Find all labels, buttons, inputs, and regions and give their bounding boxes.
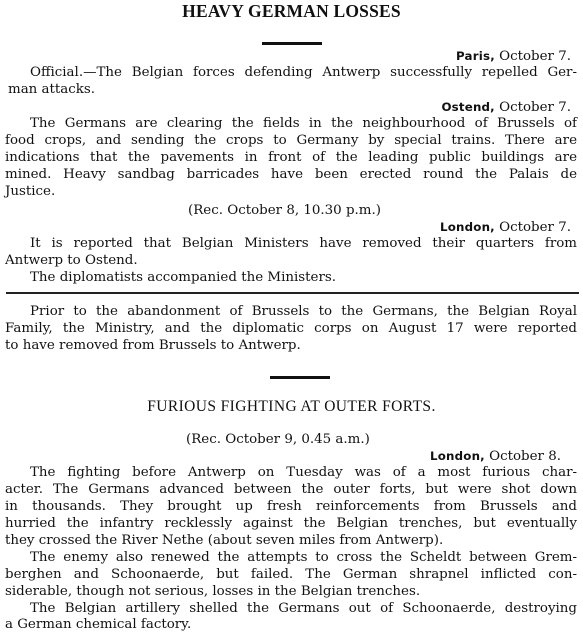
- text-line: Official.—The Belgian forces defending Antwerp successfully repelled Ger-: [30, 65, 577, 80]
- text-line: hurried the infantry recklessly against the Belgian trenches, but eventually: [5, 516, 577, 531]
- text-line: mined. Heavy sandbag barricades have been erected round the Palais de: [5, 167, 577, 182]
- text-line: in thousands. They brought up fresh reinforcements from Brussels and: [5, 499, 577, 514]
- text-line: Family, the Ministry, and the diplomatic corps on August 17 were reported: [5, 321, 577, 336]
- dateline-london: [430, 448, 561, 465]
- headline-furious-fighting: FURIOUS FIGHTING AT OUTER FORTS.: [147, 398, 436, 415]
- text-line: acter. The Germans advanced between the outer forts, but were shot down: [5, 482, 577, 497]
- text-line: Justice.: [5, 184, 56, 199]
- text-line: The Belgian artillery shelled the Germans out of Schoonaerde, destroying: [30, 601, 577, 616]
- text-line: The fighting before Antwerp on Tuesday was of a most furious char-: [30, 465, 577, 480]
- text-line: berghen and Schoonaerde, but failed. The German shrapnel inflicted con-: [5, 567, 577, 582]
- dateline-paris: [456, 48, 571, 65]
- received-note: (Rec. October 8, 10.30 p.m.): [188, 203, 381, 218]
- text-line: It is reported that Belgian Ministers have removed their quarters from: [30, 236, 577, 251]
- text-line: they crossed the River Nethe (about seven miles from Antwerp).: [5, 533, 444, 548]
- dateline-date: October 7.: [499, 220, 571, 235]
- text-line: Prior to the abandonment of Brussels to the Germans, the Belgian Royal: [30, 304, 577, 319]
- text-line: indications that the pavements in front of the leading public buildings are: [5, 150, 577, 165]
- dateline-place: Ostend,: [441, 100, 495, 114]
- dateline-date: October 7.: [499, 100, 571, 115]
- text-line: a German chemical factory.: [5, 617, 192, 632]
- dateline-date: October 7.: [499, 49, 571, 64]
- text-line: Antwerp to Ostend.: [5, 253, 138, 268]
- dateline-place: London,: [430, 449, 485, 463]
- dateline-place: Paris,: [456, 49, 495, 63]
- dateline-ostend: [441, 99, 571, 116]
- text-line: to have removed from Brussels to Antwerp.: [5, 338, 301, 353]
- divider-rule: [6, 292, 579, 294]
- text-line: The Germans are clearing the fields in the neighbourhood of Brussels of: [30, 116, 577, 131]
- headline-heavy-german-losses: HEAVY GERMAN LOSSES: [182, 1, 401, 21]
- received-note: (Rec. October 9, 0.45 a.m.): [186, 432, 370, 447]
- text-line: The enemy also renewed the attempts to cross the Scheldt between Grem-: [30, 550, 577, 565]
- text-line: food crops, and sending the crops to Germany by special trains. There are: [5, 133, 577, 148]
- section-rule: [270, 376, 330, 379]
- text-line: The diplomatists accompanied the Ministers.: [30, 270, 336, 285]
- dateline-place: London,: [440, 220, 495, 234]
- headline-rule: [262, 42, 322, 45]
- text-line: siderable, though not serious, losses in the Belgian trenches.: [5, 584, 421, 599]
- text-line: man attacks.: [8, 82, 96, 97]
- dateline-london: [440, 219, 571, 236]
- dateline-date: October 8.: [489, 449, 561, 464]
